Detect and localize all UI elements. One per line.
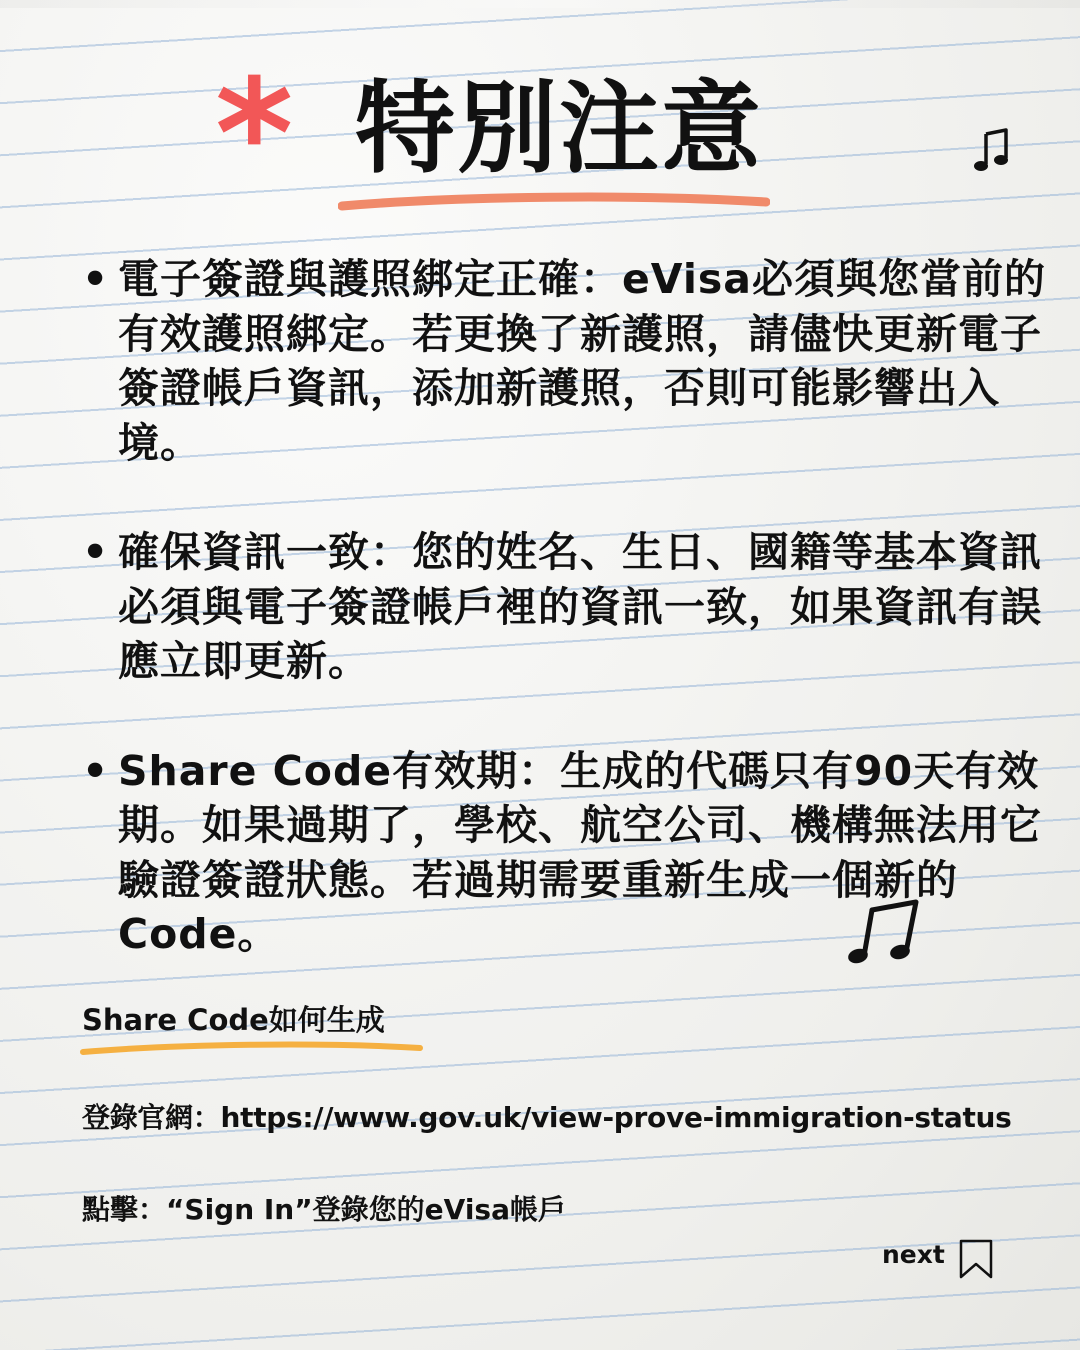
section-heading: Share Code如何生成 — [82, 1003, 385, 1037]
bookmark-icon[interactable] — [958, 1238, 994, 1280]
music-note-icon — [972, 128, 1012, 176]
bullet-icon: • — [82, 528, 110, 576]
bullet-icon: • — [82, 746, 110, 795]
bullet-text: 確保資訊一致：您的姓名、生日、國籍等基本資訊必須與電子簽證帳戶裡的資訊一致，如果資訊有誤應立即更新。 — [118, 528, 1042, 685]
page-title: 特別注意 — [355, 70, 763, 187]
section-underline — [80, 1038, 425, 1058]
next-label[interactable]: next — [882, 1240, 945, 1269]
title-underline — [338, 188, 770, 214]
music-notes-icon — [844, 898, 922, 968]
asterisk-icon: * — [215, 48, 294, 222]
paper-crease — [0, 0, 1080, 8]
sign-in-instruction: 點擊：“Sign In”登錄您的eVisa帳戶 — [82, 1193, 566, 1226]
bullet-text: Share Code有效期：生成的代碼只有90天有效期。如果過期了，學校、航空公司、機構無法用它驗證簽證狀態。若過期需要重新生成一個新的Code。 — [118, 746, 1042, 958]
notice-list — [78, 252, 1048, 962]
list-item — [78, 252, 1048, 470]
list-item — [78, 525, 1048, 689]
bullet-text: 電子簽證與護照綁定正確：eVisa必須與您當前的有效護照綁定。若更換了新護照，請儘快更新電子簽證帳戶資訊，添加新護照，否則可能影響出入境。 — [118, 255, 1046, 467]
bullet-icon: • — [82, 255, 110, 303]
official-site-line: 登錄官網：https://www.gov.uk/view-prove-immigration-status — [82, 1101, 1012, 1134]
